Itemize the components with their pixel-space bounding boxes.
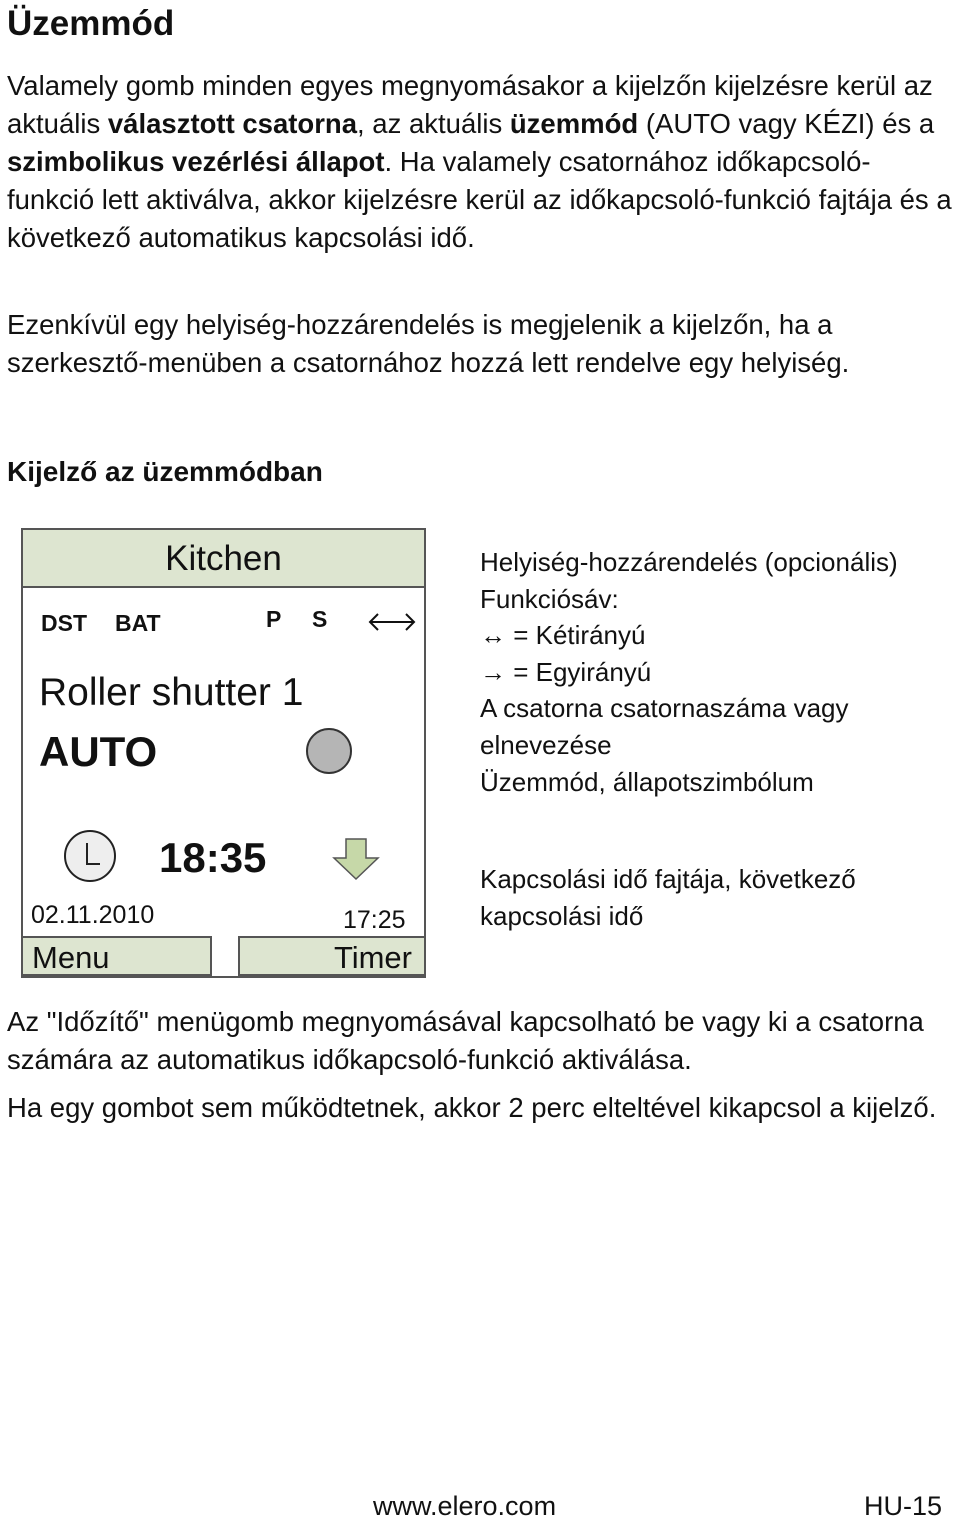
s-indicator: S	[312, 606, 328, 632]
status-circle-icon	[306, 728, 352, 774]
channel-name: Roller shutter 1	[39, 671, 304, 714]
room-bar: Kitchen	[23, 530, 424, 588]
bidirectional-arrow-icon	[367, 610, 417, 634]
legend-mode-status: Üzemmód, állapotszimbólum	[480, 766, 814, 797]
bat-indicator: BAT	[115, 610, 161, 636]
next-switch-time: 17:25	[343, 906, 406, 934]
arrow-down-icon	[331, 837, 381, 881]
intro-text-3: (AUTO vagy KÉZI) és a	[638, 108, 935, 139]
display-legend	[480, 544, 958, 800]
current-time: 18:35	[159, 834, 267, 881]
dst-indicator: DST	[41, 610, 87, 636]
intro-text-2: , az aktuális	[357, 108, 510, 139]
legend-switch-line-1: Kapcsolási idő fajtája, következő	[480, 864, 856, 894]
timer-softkey[interactable]: Timer	[238, 936, 426, 976]
mode-label: AUTO	[39, 728, 158, 775]
intro-text-4: . Ha valamely csatornához időkapcsoló-funkció lett aktiválva, akkor kijelzésre kerül az időkapcsoló-funkció fajtája és a következő automatikus kapcsolási idő.	[7, 146, 952, 253]
page-number: HU-15	[864, 1491, 943, 1521]
p-indicator: P	[266, 606, 282, 632]
menu-softkey[interactable]: Menu	[21, 936, 212, 976]
legend-room-assignment: Helyiség-hozzárendelés (opcionális)	[480, 547, 898, 577]
date-label: 02.11.2010	[31, 901, 155, 929]
display-heading: Kijelző az üzemmódban	[7, 456, 323, 487]
timer-paragraph: Az "Időzítő" menügomb megnyomásával kapcsolható be vagy ki a csatorna számára az automatikus időkapcsoló-funkció aktiválása.	[7, 1006, 924, 1075]
intro-bold-channel: választott csatorna	[107, 108, 358, 139]
intro-bold-mode: üzemmód	[509, 108, 639, 139]
timeout-paragraph: Ha egy gombot sem működtetnek, akkor 2 perc elteltével kikapcsol a kijelző.	[7, 1092, 937, 1123]
intro-paragraph	[7, 67, 957, 257]
clock-icon	[62, 828, 118, 884]
intro-text-1: Valamely gomb minden egyes megnyomásakor a kijelzőn kijelzésre kerül az aktuális	[7, 70, 933, 139]
switch-legend	[480, 861, 958, 934]
intro-bold-state: szimbolikus vezérlési állapot	[7, 146, 385, 177]
footer-url: www.elero.com	[373, 1491, 557, 1521]
page-title: Üzemmód	[7, 4, 175, 43]
legend-channel-line-1: A csatorna csatornaszáma vagy	[480, 693, 849, 724]
room-paragraph: Ezenkívül egy helyiség-hozzárendelés is megjelenik a kijelzőn, ha a szerkesztő-menüben a csatornához hozzá lett rendelve egy helyiség.	[7, 309, 850, 378]
legend-bidirectional: ↔ = Kétirányú	[480, 620, 646, 651]
device-display	[21, 528, 426, 978]
legend-function-bar: Funkciósáv:	[480, 583, 619, 614]
legend-channel-line-2: elnevezése	[480, 729, 612, 760]
legend-unidirectional: → = Egyirányú	[480, 656, 652, 687]
legend-switch-line-2: kapcsolási idő	[480, 900, 644, 931]
